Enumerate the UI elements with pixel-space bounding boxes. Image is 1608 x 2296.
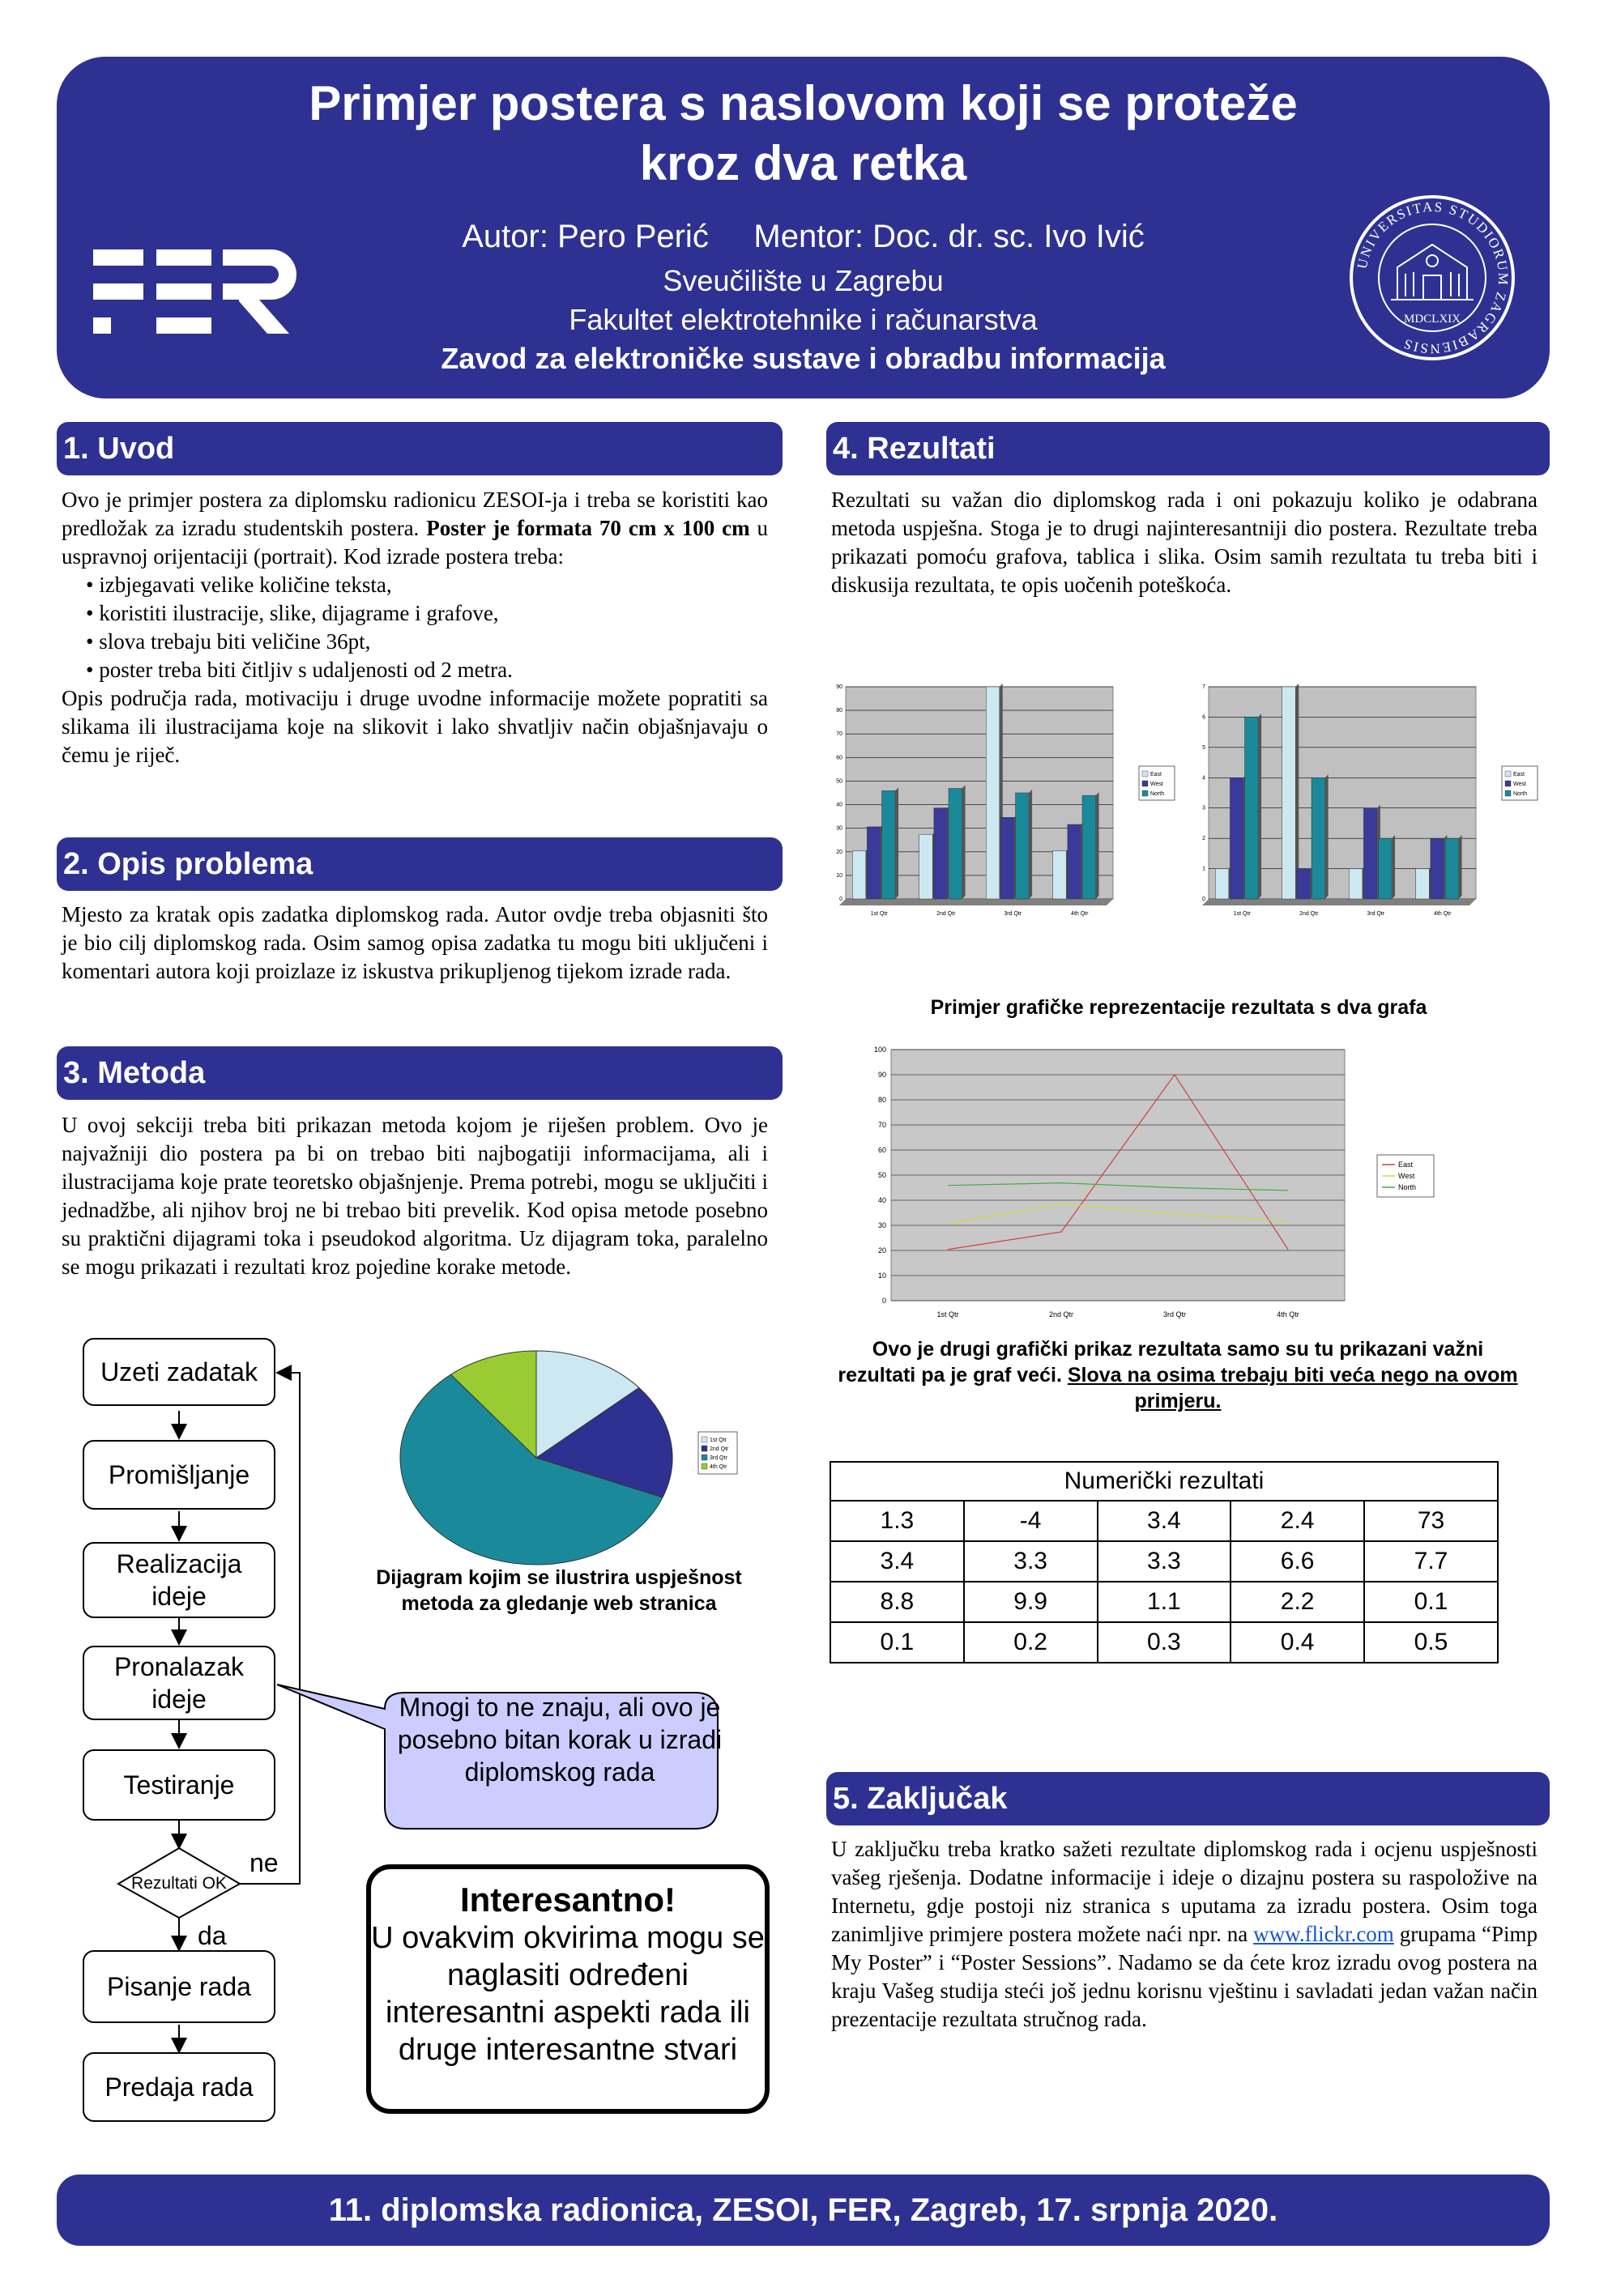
- legend-label: East: [1398, 1161, 1414, 1169]
- y-tick-label: 6: [1202, 714, 1205, 721]
- legend-label: West: [1513, 782, 1526, 787]
- legend-swatch: [1142, 790, 1148, 796]
- bar: [867, 827, 881, 899]
- x-tick-label: 4th Qtr: [1434, 911, 1452, 917]
- bar: [852, 851, 866, 899]
- plot-floor: [839, 899, 1113, 905]
- table-cell: -4: [964, 1501, 1098, 1541]
- table-cell: 7.7: [1364, 1541, 1498, 1582]
- flow-step-realizacija-ideje: Realizacija ideje: [83, 1542, 275, 1618]
- uvod-bullet-list: [86, 571, 768, 684]
- uvod-p1-bold: Poster je formata 70 cm x 100 cm: [426, 516, 750, 540]
- legend-label: 1st Qtr: [710, 1438, 727, 1443]
- flow-label-yes: da: [198, 1921, 227, 1950]
- section-title-rezultati: 4. Rezultati: [826, 422, 1550, 475]
- line-caption-part-a: Ovo je drugi grafički prikaz rezultata samo su tu prikazani važni rezultati pa je graf veći.: [838, 1338, 1484, 1387]
- university-name: Sveučilište u Zagrebu: [663, 264, 944, 297]
- bar: [1445, 838, 1459, 899]
- flow-step-promisljanje: Promišljanje: [83, 1440, 275, 1510]
- uvod-bullet: • poster treba biti čitljiv s udaljenosti od 2 metra.: [86, 656, 768, 684]
- pie-caption: Dijagram kojim se ilustrira uspješnost metoda za gledanje web stranica: [376, 1566, 742, 1615]
- legend-label: North: [1398, 1183, 1417, 1191]
- bar: [1363, 808, 1377, 899]
- line-chart-caption: [838, 1336, 1518, 1414]
- svg-text:UNIVERSITAS STUDIORUM ZAGRABIE: [1354, 199, 1512, 356]
- bar-side: [1096, 792, 1099, 899]
- y-tick-label: 70: [877, 1121, 886, 1129]
- section-title-uvod: 1. Uvod: [57, 422, 783, 475]
- bar-side: [962, 785, 966, 899]
- x-tick-label: 2nd Qtr: [1048, 1310, 1074, 1318]
- plot-floor: [1202, 899, 1476, 905]
- y-tick-label: 100: [873, 1046, 886, 1054]
- table-cell: 0.2: [964, 1622, 1098, 1663]
- flow-step-pronalazak-ideje: Pronalazak ideje: [83, 1646, 275, 1720]
- y-tick-label: 80: [877, 1096, 886, 1104]
- table-row: [830, 1501, 1498, 1541]
- section-title-opis: 2. Opis problema: [57, 837, 783, 891]
- table-cell: 0.4: [1231, 1622, 1364, 1663]
- poster-title-line1: Primjer postera s naslovom koji se proteže: [309, 76, 1298, 130]
- x-tick-label: 4th Qtr: [1277, 1310, 1299, 1318]
- table-cell: 9.9: [964, 1582, 1098, 1622]
- y-tick-label: 10: [877, 1272, 886, 1280]
- bar: [1245, 717, 1259, 899]
- flickr-link[interactable]: www.flickr.com: [1253, 1922, 1394, 1946]
- uvod-body: [62, 486, 768, 769]
- legend-swatch: [702, 1463, 707, 1469]
- two-charts-caption: Primjer grafičke reprezentacije rezultata s dva grafa: [930, 996, 1427, 1019]
- opis-body: Mjesto za kratak opis zadatka diplomskog rada. Autor ovdje treba objasniti što je bio cilj diplomskog rada. Osim samog opisa zadatka tu mogu biti uključeni i komentari autora koji proizlaze iz iskustva prikupljenog tijekom izrade rada.: [62, 902, 768, 983]
- bar: [919, 834, 933, 899]
- table-cell: 0.1: [830, 1622, 964, 1663]
- y-tick-label: 80: [836, 708, 842, 714]
- info-box-interesantno: [366, 1864, 770, 2114]
- legend-label: North: [1513, 791, 1528, 797]
- zakljucak-body: [831, 1835, 1538, 2034]
- legend-swatch: [1142, 771, 1148, 777]
- legend-swatch: [1505, 790, 1511, 796]
- line-chart: [859, 1042, 1482, 1327]
- flow-step-testiranje: Testiranje: [83, 1749, 275, 1821]
- info-box-body: U ovakvim okvirima mogu se naglasiti određeni interesantni aspekti rada ili druge interesantne stvari: [371, 1921, 765, 2067]
- section-title-metoda: 3. Metoda: [57, 1046, 783, 1100]
- y-tick-label: 3: [1202, 805, 1205, 811]
- section-title-zakljucak: 5. Zaključak: [826, 1772, 1550, 1825]
- decision-label: Rezultati OK: [131, 1874, 227, 1893]
- bar: [986, 687, 1000, 899]
- uvod-bullet: • slova trebaju biti veličine 36pt,: [86, 628, 768, 656]
- table-cell: 0.1: [1364, 1582, 1498, 1622]
- metoda-body: U ovoj sekciji treba biti prikazan metoda kojom je riješen problem. Ovo je najvažniji dio postera pa bi on trebao biti najbogatiji informacijama, ali i ilustracijama koje prate teoretsko objašnjenje. Prema potrebi, mogu se uključiti i jednadžbe, ali njihov broj ne bi trebao biti prevelik. Kod opisa metode posebno su praktični dijagrami toka i pseudokod algoritma. Uz dijagram toka, paralelno se mogu prikazati i rezultati kroz pojedine korake metode.: [62, 1113, 768, 1279]
- y-tick-label: 40: [836, 802, 842, 808]
- legend-swatch: [702, 1455, 707, 1460]
- bar: [1379, 838, 1393, 899]
- uvod-p2: Opis područja rada, motivaciju i druge uvodne informacije možete popratiti sa slikama ili ilustracijama koje na slikovit i lako shvatljiv način objašnjavaju o čemu je riječ.: [62, 686, 768, 767]
- bar: [1230, 777, 1243, 899]
- zakljucak-p1b: grupama “Pimp My Poster” i “Poster Sessions”. Nadamo se da ćete kroz izradu ovog postera na kraju Vašeg studija steći još jednu korisnu vještinu i savladati jedan važan način prezentacije rezultata stručnog rada.: [831, 1922, 1538, 2031]
- bar-side: [1029, 790, 1032, 899]
- bar-side: [1258, 714, 1261, 899]
- y-tick-label: 50: [877, 1171, 886, 1179]
- legend-label: 2nd Qtr: [710, 1446, 729, 1452]
- table-cell: 3.3: [1098, 1541, 1231, 1582]
- flow-step-pisanje-rada: Pisanje rada: [83, 1950, 275, 2023]
- flow-step-predaja-rada: Predaja rada: [83, 2052, 275, 2122]
- y-tick-label: 7: [1202, 684, 1205, 690]
- bar: [1082, 795, 1096, 899]
- legend-label: West: [1398, 1172, 1415, 1180]
- bar: [1416, 869, 1430, 899]
- x-tick-label: 2nd Qtr: [936, 911, 956, 917]
- y-tick-label: 20: [836, 849, 842, 855]
- bar: [1000, 817, 1014, 899]
- poster-title-line2: kroz dva retka: [639, 136, 967, 190]
- uvod-bullet: • koristiti ilustracije, slike, dijagrame i grafove,: [86, 599, 768, 628]
- rezultati-body: Rezultati su važan dio diplomskog rada i oni pokazuju koliko je odabrana metoda uspješna. Stoga je to drugi najinteresantniji dio postera. Rezultate treba prikazati pomoću grafova, tablica i slika. Osim samih rezultata tu treba biti i diskusija rezultata, te opis uočenih poteškoća.: [831, 488, 1538, 597]
- legend-label: East: [1150, 772, 1162, 777]
- y-tick-label: 90: [836, 684, 842, 690]
- info-box-title: Interesantno!: [459, 1881, 676, 1919]
- y-tick-label: 60: [836, 755, 842, 761]
- table-cell: 6.6: [1231, 1541, 1364, 1582]
- authors-line: Autor: Pero Perić Mentor: Doc. dr. sc. Ivo Ivić: [462, 219, 1145, 254]
- bar: [1297, 869, 1311, 899]
- y-tick-label: 50: [836, 778, 842, 785]
- y-tick-label: 90: [877, 1071, 886, 1079]
- y-tick-label: 70: [836, 731, 842, 738]
- flow-step-uzeti-zadatak: Uzeti zadatak: [83, 1338, 275, 1406]
- y-tick-label: 0: [839, 897, 842, 902]
- table-cell: 2.2: [1231, 1582, 1364, 1622]
- uvod-bullet: • izbjegavati velike količine teksta,: [86, 571, 768, 599]
- table-cell: 0.5: [1364, 1622, 1498, 1663]
- bar: [934, 808, 948, 899]
- callout-text: Mnogi to ne znaju, ali ovo je posebno bitan korak u izradi diplomskog rada: [397, 1693, 723, 1787]
- bar: [1053, 851, 1067, 899]
- pie-chart: [381, 1328, 753, 1571]
- seal-ring-text: UNIVERSITAS STUDIORUM ZAGRABIENSIS: [1354, 198, 1512, 357]
- bar-side: [1392, 835, 1395, 899]
- x-tick-label: 1st Qtr: [1233, 911, 1251, 917]
- table-cell: 8.8: [830, 1582, 964, 1622]
- bar-side: [895, 787, 898, 899]
- table-cell: 2.4: [1231, 1501, 1364, 1541]
- bar: [1349, 869, 1363, 899]
- poster-header: [57, 57, 1550, 398]
- legend-swatch: [1142, 781, 1148, 786]
- legend-swatch: [702, 1446, 707, 1451]
- x-tick-label: 1st Qtr: [936, 1310, 959, 1318]
- results-table: [830, 1461, 1499, 1663]
- poster-footer: 11. diplomska radionica, ZESOI, FER, Zagreb, 17. srpnja 2020.: [57, 2175, 1550, 2246]
- bar: [1215, 869, 1229, 899]
- y-tick-label: 20: [877, 1246, 886, 1254]
- university-seal: [1349, 194, 1516, 361]
- table-cell: 3.3: [964, 1541, 1098, 1582]
- y-tick-label: 1: [1202, 866, 1205, 872]
- legend-swatch: [702, 1437, 707, 1442]
- flow-label-no: ne: [250, 1848, 279, 1877]
- x-tick-label: 1st Qtr: [870, 911, 888, 917]
- table-title: Numerički rezultati: [830, 1462, 1498, 1501]
- bar-chart-left: [821, 679, 1188, 926]
- bar: [1282, 687, 1296, 899]
- zakljucak-p1a: U zaključku treba kratko sažeti rezultate diplomskog rada i ocjenu uspješnosti vašeg rješenja. Dodatne informacije i ideje o dizajnu postera su raspoložive na Internetu, gdje postoji niz stranica s uputama za izradu postera. Osim toga zanimljive primjere postera možete naći npr. na: [831, 1837, 1538, 1946]
- table-cell: 3.4: [830, 1541, 964, 1582]
- uvod-p1b: u uspravnoj orijentaciji (portrait). Kod izrade postera treba:: [62, 516, 769, 569]
- y-tick-label: 30: [836, 825, 842, 832]
- legend-label: 4th Qtr: [710, 1464, 727, 1470]
- bar-side: [1325, 774, 1329, 899]
- y-tick-label: 10: [836, 872, 842, 879]
- x-tick-label: 3rd Qtr: [1367, 911, 1385, 917]
- bar: [1312, 777, 1325, 899]
- table-cell: 73: [1364, 1501, 1498, 1541]
- x-tick-label: 3rd Qtr: [1162, 1310, 1187, 1318]
- x-tick-label: 2nd Qtr: [1299, 911, 1319, 917]
- bar: [1431, 838, 1444, 899]
- fer-logo: [93, 249, 302, 334]
- y-tick-label: 2: [1202, 836, 1205, 842]
- bar: [1016, 793, 1030, 899]
- department-name: Zavod za elektroničke sustave i obradbu informacija: [441, 342, 1166, 375]
- faculty-name: Fakultet elektrotehnike i računarstva: [569, 303, 1038, 336]
- table-cell: 1.3: [830, 1501, 964, 1541]
- legend-label: West: [1150, 782, 1163, 787]
- y-tick-label: 60: [877, 1146, 886, 1154]
- seal-year: MDCLXIX: [1404, 313, 1461, 326]
- y-tick-label: 0: [1202, 897, 1205, 902]
- uvod-p1a: Ovo je primjer postera za diplomsku radionicu ZESOI-ja i treba se koristiti kao predložak za izradu studentskih postera.: [62, 488, 768, 540]
- legend-swatch: [1505, 781, 1511, 786]
- legend-label: East: [1513, 772, 1525, 777]
- y-tick-label: 5: [1202, 744, 1205, 751]
- legend-swatch: [1505, 771, 1511, 777]
- bar: [1068, 824, 1081, 899]
- bar-side: [1459, 835, 1462, 899]
- table-cell: 0.3: [1098, 1622, 1231, 1663]
- legend-label: North: [1150, 791, 1165, 797]
- bar: [882, 790, 896, 899]
- line-caption-part-b: Slova na osima trebaju biti veća nego na ovom primjeru.: [1067, 1364, 1518, 1412]
- y-tick-label: 4: [1202, 775, 1205, 782]
- bar-side: [1295, 684, 1299, 899]
- table-row: [830, 1541, 1498, 1582]
- table-row: [830, 1582, 1498, 1622]
- y-tick-label: 30: [877, 1221, 886, 1229]
- table-row: [830, 1622, 1498, 1663]
- legend-label: 3rd Qtr: [710, 1455, 727, 1461]
- bar-chart-right: [1184, 679, 1550, 926]
- y-tick-label: 0: [881, 1297, 886, 1305]
- y-tick-label: 40: [877, 1196, 886, 1204]
- bar: [949, 788, 962, 899]
- table-cell: 1.1: [1098, 1582, 1231, 1622]
- x-tick-label: 3rd Qtr: [1004, 911, 1022, 917]
- table-cell: 3.4: [1098, 1501, 1231, 1541]
- x-tick-label: 4th Qtr: [1071, 911, 1089, 917]
